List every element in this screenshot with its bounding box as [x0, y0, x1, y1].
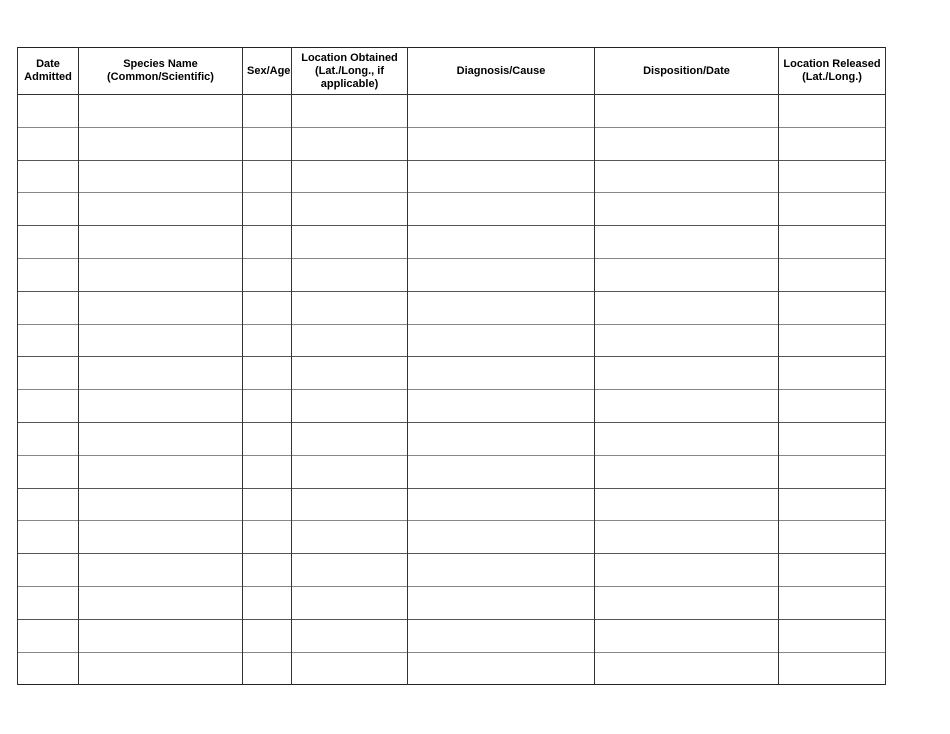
diagnosis-cause-input[interactable] [408, 325, 594, 357]
header-location-obtained [292, 48, 408, 95]
cell-sex-age[interactable] [243, 521, 292, 554]
location-released-input[interactable] [779, 587, 885, 619]
location-released-input[interactable] [779, 423, 885, 455]
species-name-input[interactable] [79, 193, 242, 225]
date-admitted-input[interactable] [18, 423, 78, 455]
cell-species-name[interactable] [79, 291, 243, 324]
diagnosis-cause-input[interactable] [408, 554, 594, 586]
cell-location-released[interactable] [779, 521, 886, 554]
cell-location-obtained[interactable] [292, 455, 408, 488]
cell-disposition-date[interactable] [595, 160, 779, 193]
cell-diagnosis-cause[interactable] [408, 291, 595, 324]
cell-sex-age[interactable] [243, 619, 292, 652]
cell-disposition-date[interactable] [595, 258, 779, 291]
cell-date-admitted[interactable] [18, 324, 79, 357]
table-row [18, 455, 886, 488]
disposition-date-input[interactable] [595, 161, 778, 193]
location-obtained-input[interactable] [292, 325, 407, 357]
species-name-input[interactable] [79, 128, 242, 160]
cell-disposition-date[interactable] [595, 652, 779, 685]
species-name-input[interactable] [79, 357, 242, 389]
cell-disposition-date[interactable] [595, 455, 779, 488]
date-admitted-input[interactable] [18, 161, 78, 193]
cell-date-admitted[interactable] [18, 160, 79, 193]
header-line: Sex/Age [247, 64, 291, 77]
cell-sex-age[interactable] [243, 586, 292, 619]
header-date-admitted [18, 48, 79, 95]
cell-location-released[interactable] [779, 390, 886, 423]
location-obtained-input[interactable] [292, 259, 407, 291]
date-admitted-input[interactable] [18, 390, 78, 422]
cell-location-obtained[interactable] [292, 160, 408, 193]
sex-age-input[interactable] [243, 587, 291, 619]
disposition-date-input[interactable] [595, 456, 778, 488]
cell-location-released[interactable] [779, 619, 886, 652]
location-released-input[interactable] [779, 554, 885, 586]
disposition-date-input[interactable] [595, 423, 778, 455]
cell-species-name[interactable] [79, 619, 243, 652]
location-released-input[interactable] [779, 128, 885, 160]
header-location-released [779, 48, 886, 95]
disposition-date-input[interactable] [595, 259, 778, 291]
header-diagnosis-cause [408, 48, 595, 95]
sex-age-input[interactable] [243, 259, 291, 291]
diagnosis-cause-input[interactable] [408, 161, 594, 193]
date-admitted-input[interactable] [18, 128, 78, 160]
cell-diagnosis-cause[interactable] [408, 455, 595, 488]
cell-diagnosis-cause[interactable] [408, 652, 595, 685]
location-obtained-input[interactable] [292, 423, 407, 455]
cell-date-admitted[interactable] [18, 521, 79, 554]
cell-sex-age[interactable] [243, 160, 292, 193]
cell-location-obtained[interactable] [292, 422, 408, 455]
cell-location-released[interactable] [779, 554, 886, 587]
cell-diagnosis-cause[interactable] [408, 226, 595, 259]
sex-age-input[interactable] [243, 390, 291, 422]
table-row [18, 586, 886, 619]
header-line: Diagnosis/Cause [456, 64, 546, 77]
disposition-date-input[interactable] [595, 193, 778, 225]
cell-diagnosis-cause[interactable] [408, 127, 595, 160]
cell-disposition-date[interactable] [595, 357, 779, 390]
cell-location-obtained[interactable] [292, 95, 408, 128]
location-released-input[interactable] [779, 259, 885, 291]
cell-location-released[interactable] [779, 95, 886, 128]
table-row [18, 619, 886, 652]
cell-sex-age[interactable] [243, 652, 292, 685]
species-name-input[interactable] [79, 489, 242, 521]
table-row [18, 291, 886, 324]
location-released-input[interactable] [779, 521, 885, 553]
date-admitted-input[interactable] [18, 489, 78, 521]
table-row [18, 95, 886, 128]
cell-diagnosis-cause[interactable] [408, 521, 595, 554]
date-admitted-input[interactable] [18, 325, 78, 357]
wildlife-admission-log-table [17, 47, 886, 685]
sex-age-input[interactable] [243, 128, 291, 160]
disposition-date-input[interactable] [595, 128, 778, 160]
location-released-input[interactable] [779, 489, 885, 521]
cell-disposition-date[interactable] [595, 390, 779, 423]
sex-age-input[interactable] [243, 193, 291, 225]
location-released-input[interactable] [779, 325, 885, 357]
location-obtained-input[interactable] [292, 357, 407, 389]
cell-date-admitted[interactable] [18, 488, 79, 521]
date-admitted-input[interactable] [18, 357, 78, 389]
cell-date-admitted[interactable] [18, 291, 79, 324]
species-name-input[interactable] [79, 456, 242, 488]
header-line: Date [36, 58, 60, 70]
cell-sex-age[interactable] [243, 488, 292, 521]
cell-sex-age[interactable] [243, 554, 292, 587]
cell-disposition-date[interactable] [595, 521, 779, 554]
table-row [18, 357, 886, 390]
cell-disposition-date[interactable] [595, 95, 779, 128]
header-line: applicable) [320, 77, 379, 90]
species-name-input[interactable] [79, 226, 242, 258]
cell-location-released[interactable] [779, 193, 886, 226]
sex-age-input[interactable] [243, 423, 291, 455]
sex-age-input[interactable] [243, 226, 291, 258]
location-obtained-input[interactable] [292, 653, 407, 685]
date-admitted-input[interactable] [18, 653, 78, 685]
cell-location-released[interactable] [779, 488, 886, 521]
cell-sex-age[interactable] [243, 291, 292, 324]
location-obtained-input[interactable] [292, 587, 407, 619]
date-admitted-input[interactable] [18, 554, 78, 586]
location-obtained-input[interactable] [292, 620, 407, 652]
cell-species-name[interactable] [79, 226, 243, 259]
location-obtained-input[interactable] [292, 390, 407, 422]
sex-age-input[interactable] [243, 456, 291, 488]
header-species-name [79, 48, 243, 95]
header-line: Admitted [24, 71, 72, 83]
cell-disposition-date[interactable] [595, 586, 779, 619]
diagnosis-cause-input[interactable] [408, 587, 594, 619]
cell-species-name[interactable] [79, 652, 243, 685]
cell-species-name[interactable] [79, 488, 243, 521]
cell-species-name[interactable] [79, 324, 243, 357]
cell-date-admitted[interactable] [18, 652, 79, 685]
cell-location-obtained[interactable] [292, 226, 408, 259]
cell-diagnosis-cause[interactable] [408, 193, 595, 226]
cell-disposition-date[interactable] [595, 324, 779, 357]
cell-species-name[interactable] [79, 193, 243, 226]
table-body [18, 95, 886, 685]
diagnosis-cause-input[interactable] [408, 193, 594, 225]
header-disposition-date [595, 48, 779, 95]
cell-sex-age[interactable] [243, 422, 292, 455]
sex-age-input[interactable] [243, 521, 291, 553]
diagnosis-cause-input[interactable] [408, 390, 594, 422]
cell-species-name[interactable] [79, 127, 243, 160]
table-row [18, 422, 886, 455]
cell-disposition-date[interactable] [595, 554, 779, 587]
disposition-date-input[interactable] [595, 390, 778, 422]
cell-disposition-date[interactable] [595, 619, 779, 652]
diagnosis-cause-input[interactable] [408, 653, 594, 685]
sex-age-input[interactable] [243, 357, 291, 389]
table-row [18, 554, 886, 587]
cell-species-name[interactable] [79, 160, 243, 193]
cell-location-released[interactable] [779, 357, 886, 390]
cell-location-obtained[interactable] [292, 488, 408, 521]
location-released-input[interactable] [779, 292, 885, 324]
cell-disposition-date[interactable] [595, 291, 779, 324]
sex-age-input[interactable] [243, 292, 291, 324]
cell-species-name[interactable] [79, 586, 243, 619]
date-admitted-input[interactable] [18, 95, 78, 127]
header-line: (Lat./Long., if [314, 64, 385, 77]
cell-location-obtained[interactable] [292, 324, 408, 357]
cell-date-admitted[interactable] [18, 127, 79, 160]
cell-location-obtained[interactable] [292, 357, 408, 390]
cell-sex-age[interactable] [243, 226, 292, 259]
diagnosis-cause-input[interactable] [408, 259, 594, 291]
species-name-input[interactable] [79, 259, 242, 291]
cell-location-obtained[interactable] [292, 652, 408, 685]
cell-sex-age[interactable] [243, 357, 292, 390]
cell-location-obtained[interactable] [292, 390, 408, 423]
species-name-input[interactable] [79, 620, 242, 652]
location-obtained-input[interactable] [292, 193, 407, 225]
location-obtained-input[interactable] [292, 554, 407, 586]
cell-location-released[interactable] [779, 226, 886, 259]
species-name-input[interactable] [79, 292, 242, 324]
diagnosis-cause-input[interactable] [408, 95, 594, 127]
table-row [18, 258, 886, 291]
cell-diagnosis-cause[interactable] [408, 422, 595, 455]
cell-location-obtained[interactable] [292, 554, 408, 587]
header-sex-age [243, 48, 292, 95]
species-name-input[interactable] [79, 423, 242, 455]
cell-species-name[interactable] [79, 357, 243, 390]
table-row [18, 193, 886, 226]
date-admitted-input[interactable] [18, 226, 78, 258]
diagnosis-cause-input[interactable] [408, 521, 594, 553]
disposition-date-input[interactable] [595, 489, 778, 521]
diagnosis-cause-input[interactable] [408, 620, 594, 652]
species-name-input[interactable] [79, 325, 242, 357]
cell-sex-age[interactable] [243, 455, 292, 488]
sex-age-input[interactable] [243, 653, 291, 685]
cell-location-obtained[interactable] [292, 258, 408, 291]
cell-diagnosis-cause[interactable] [408, 390, 595, 423]
location-released-input[interactable] [779, 226, 885, 258]
date-admitted-input[interactable] [18, 620, 78, 652]
cell-location-released[interactable] [779, 291, 886, 324]
cell-location-obtained[interactable] [292, 521, 408, 554]
cell-date-admitted[interactable] [18, 422, 79, 455]
header-line: (Lat./Long.) [802, 71, 862, 83]
cell-date-admitted[interactable] [18, 357, 79, 390]
cell-sex-age[interactable] [243, 127, 292, 160]
cell-species-name[interactable] [79, 554, 243, 587]
date-admitted-input[interactable] [18, 259, 78, 291]
species-name-input[interactable] [79, 521, 242, 553]
location-obtained-input[interactable] [292, 161, 407, 193]
location-obtained-input[interactable] [292, 95, 407, 127]
cell-location-released[interactable] [779, 127, 886, 160]
disposition-date-input[interactable] [595, 226, 778, 258]
cell-species-name[interactable] [79, 455, 243, 488]
cell-date-admitted[interactable] [18, 193, 79, 226]
species-name-input[interactable] [79, 390, 242, 422]
table-row [18, 390, 886, 423]
cell-disposition-date[interactable] [595, 127, 779, 160]
cell-date-admitted[interactable] [18, 554, 79, 587]
cell-date-admitted[interactable] [18, 258, 79, 291]
disposition-date-input[interactable] [595, 653, 778, 685]
species-name-input[interactable] [79, 554, 242, 586]
species-name-input[interactable] [79, 587, 242, 619]
cell-sex-age[interactable] [243, 258, 292, 291]
cell-location-released[interactable] [779, 652, 886, 685]
sex-age-input[interactable] [243, 489, 291, 521]
date-admitted-input[interactable] [18, 292, 78, 324]
cell-species-name[interactable] [79, 258, 243, 291]
diagnosis-cause-input[interactable] [408, 128, 594, 160]
location-released-input[interactable] [779, 95, 885, 127]
location-released-input[interactable] [779, 161, 885, 193]
cell-location-released[interactable] [779, 586, 886, 619]
cell-species-name[interactable] [79, 422, 243, 455]
disposition-date-input[interactable] [595, 292, 778, 324]
cell-species-name[interactable] [79, 95, 243, 128]
cell-sex-age[interactable] [243, 95, 292, 128]
disposition-date-input[interactable] [595, 587, 778, 619]
location-released-input[interactable] [779, 456, 885, 488]
location-obtained-input[interactable] [292, 456, 407, 488]
diagnosis-cause-input[interactable] [408, 456, 594, 488]
diagnosis-cause-input[interactable] [408, 489, 594, 521]
cell-diagnosis-cause[interactable] [408, 160, 595, 193]
cell-date-admitted[interactable] [18, 390, 79, 423]
location-obtained-input[interactable] [292, 226, 407, 258]
table-row [18, 160, 886, 193]
cell-sex-age[interactable] [243, 324, 292, 357]
sex-age-input[interactable] [243, 95, 291, 127]
date-admitted-input[interactable] [18, 193, 78, 225]
cell-location-released[interactable] [779, 258, 886, 291]
header-line: Species Name [123, 58, 198, 70]
cell-location-released[interactable] [779, 324, 886, 357]
cell-disposition-date[interactable] [595, 226, 779, 259]
table-row [18, 521, 886, 554]
table-row [18, 324, 886, 357]
cell-sex-age[interactable] [243, 193, 292, 226]
header-row [18, 48, 886, 95]
location-released-input[interactable] [779, 620, 885, 652]
date-admitted-input[interactable] [18, 456, 78, 488]
species-name-input[interactable] [79, 653, 242, 685]
cell-species-name[interactable] [79, 390, 243, 423]
cell-location-obtained[interactable] [292, 619, 408, 652]
cell-species-name[interactable] [79, 521, 243, 554]
location-obtained-input[interactable] [292, 128, 407, 160]
diagnosis-cause-input[interactable] [408, 292, 594, 324]
cell-date-admitted[interactable] [18, 586, 79, 619]
sex-age-input[interactable] [243, 325, 291, 357]
header-line: (Common/Scientific) [107, 71, 214, 83]
cell-diagnosis-cause[interactable] [408, 95, 595, 128]
location-released-input[interactable] [779, 357, 885, 389]
diagnosis-cause-input[interactable] [408, 226, 594, 258]
cell-location-obtained[interactable] [292, 127, 408, 160]
table-row [18, 652, 886, 685]
cell-location-released[interactable] [779, 160, 886, 193]
cell-diagnosis-cause[interactable] [408, 488, 595, 521]
location-obtained-input[interactable] [292, 521, 407, 553]
disposition-date-input[interactable] [595, 95, 778, 127]
cell-disposition-date[interactable] [595, 422, 779, 455]
cell-diagnosis-cause[interactable] [408, 324, 595, 357]
cell-location-obtained[interactable] [292, 586, 408, 619]
disposition-date-input[interactable] [595, 325, 778, 357]
cell-date-admitted[interactable] [18, 619, 79, 652]
cell-diagnosis-cause[interactable] [408, 586, 595, 619]
disposition-date-input[interactable] [595, 521, 778, 553]
sex-age-input[interactable] [243, 161, 291, 193]
header-line: Location Obtained [301, 51, 398, 64]
species-name-input[interactable] [79, 161, 242, 193]
species-name-input[interactable] [79, 95, 242, 127]
sex-age-input[interactable] [243, 554, 291, 586]
header-line: Location Released [783, 58, 881, 70]
cell-date-admitted[interactable] [18, 226, 79, 259]
cell-location-obtained[interactable] [292, 291, 408, 324]
diagnosis-cause-input[interactable] [408, 423, 594, 455]
cell-diagnosis-cause[interactable] [408, 619, 595, 652]
cell-diagnosis-cause[interactable] [408, 554, 595, 587]
date-admitted-input[interactable] [18, 521, 78, 553]
location-released-input[interactable] [779, 653, 885, 685]
header-line: Disposition/Date [643, 64, 730, 77]
location-released-input[interactable] [779, 193, 885, 225]
disposition-date-input[interactable] [595, 620, 778, 652]
cell-location-obtained[interactable] [292, 193, 408, 226]
table-row [18, 488, 886, 521]
cell-location-released[interactable] [779, 422, 886, 455]
cell-sex-age[interactable] [243, 390, 292, 423]
cell-disposition-date[interactable] [595, 488, 779, 521]
cell-location-released[interactable] [779, 455, 886, 488]
disposition-date-input[interactable] [595, 554, 778, 586]
location-released-input[interactable] [779, 390, 885, 422]
diagnosis-cause-input[interactable] [408, 357, 594, 389]
cell-diagnosis-cause[interactable] [408, 258, 595, 291]
table-row [18, 226, 886, 259]
table-row [18, 127, 886, 160]
cell-diagnosis-cause[interactable] [408, 357, 595, 390]
location-obtained-input[interactable] [292, 489, 407, 521]
cell-date-admitted[interactable] [18, 455, 79, 488]
cell-date-admitted[interactable] [18, 95, 79, 128]
disposition-date-input[interactable] [595, 357, 778, 389]
cell-disposition-date[interactable] [595, 193, 779, 226]
date-admitted-input[interactable] [18, 587, 78, 619]
location-obtained-input[interactable] [292, 292, 407, 324]
sex-age-input[interactable] [243, 620, 291, 652]
